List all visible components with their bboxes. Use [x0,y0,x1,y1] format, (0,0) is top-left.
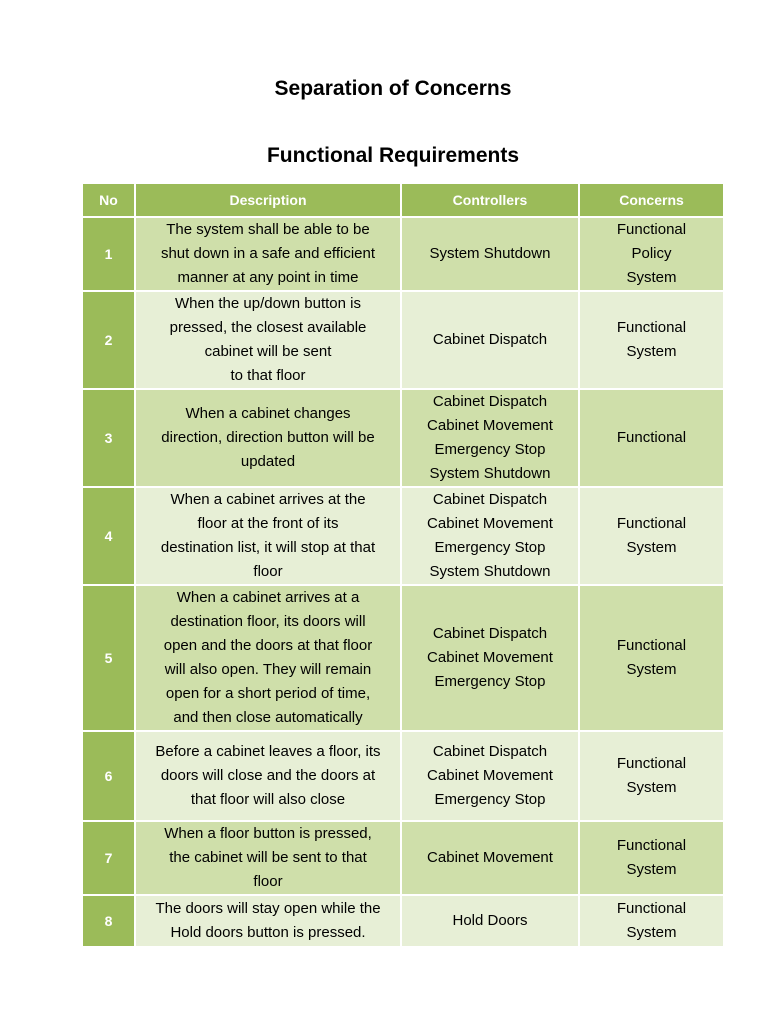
row-number: 7 [83,821,135,895]
table-row [83,487,723,585]
row-description-line: open for a short period of time, [165,685,371,702]
row-description-line: Before a cabinet leaves a floor, its [155,743,381,760]
row-description [135,731,401,821]
table-body [83,217,723,947]
row-concerns-line: Functional [616,515,687,532]
row-number: 3 [83,389,135,487]
row-concerns-line: Functional [616,429,687,446]
row-concerns-line: System [626,661,677,678]
row-description-line: that floor will also close [190,791,346,808]
row-description-line: will also open. They will remain [164,661,372,678]
row-controllers [401,487,579,585]
row-concerns-line: Functional [616,837,687,854]
table-row [83,821,723,895]
row-description-line: manner at any point in time [177,269,359,286]
row-concerns [579,585,723,731]
row-description [135,585,401,731]
row-controllers-line: Emergency Stop [434,791,546,808]
row-description-line: The doors will stay open while the [155,900,381,917]
row-description-line: floor [253,873,283,890]
row-description [135,217,401,291]
row-controllers-line: Cabinet Movement [427,417,553,434]
row-controllers [401,895,579,947]
row-concerns [579,821,723,895]
requirements-table [83,184,723,948]
table-row [83,291,723,389]
row-description-line: the cabinet will be sent to that [169,849,367,866]
row-number: 2 [83,291,135,389]
row-controllers-line: Emergency Stop [434,673,546,690]
table-header-row [83,184,723,217]
row-description-line: pressed, the closest available [169,319,367,336]
row-description-line: Hold doors button is pressed. [170,924,366,941]
row-controllers-line: Hold Doors [452,912,528,929]
row-concerns-line: System [626,269,677,286]
row-controllers [401,585,579,731]
row-concerns-line: Functional [616,637,687,654]
row-controllers-line: Emergency Stop [434,539,546,556]
row-concerns-line: Functional [616,755,687,772]
page-title: Separation of Concerns [274,77,512,100]
row-controllers-line: Emergency Stop [434,441,546,458]
table-row [83,217,723,291]
row-controllers-line: Cabinet Dispatch [432,491,548,508]
row-number: 4 [83,487,135,585]
row-number: 1 [83,217,135,291]
row-description-line: When a cabinet changes [185,405,351,422]
row-controllers-line: Cabinet Dispatch [432,393,548,410]
row-description-line: The system shall be able to be [166,221,370,238]
row-description [135,821,401,895]
row-concerns-line: System [626,924,677,941]
row-controllers-line: Cabinet Movement [427,849,553,866]
row-controllers [401,821,579,895]
row-description-line: When the up/down button is [175,295,361,312]
row-concerns [579,217,723,291]
row-controllers [401,731,579,821]
row-description [135,487,401,585]
row-concerns-line: Functional [616,221,687,238]
table-row [83,895,723,947]
row-concerns [579,487,723,585]
row-description-line: destination list, it will stop at that [160,539,376,556]
table-row [83,585,723,731]
row-concerns [579,389,723,487]
row-description-line: destination floor, its doors will [170,613,366,630]
row-controllers-line: Cabinet Dispatch [432,331,548,348]
row-description-line: When a floor button is pressed, [164,825,372,842]
table-row [83,389,723,487]
row-concerns [579,731,723,821]
row-description [135,389,401,487]
row-controllers [401,389,579,487]
row-description-line: direction, direction button will be [161,429,375,446]
row-controllers [401,217,579,291]
row-description-line: updated [240,453,296,470]
row-description-line: floor [253,563,283,580]
row-controllers-line: Cabinet Movement [427,649,553,666]
row-description-line: cabinet will be sent [204,343,332,360]
row-controllers-line: Cabinet Dispatch [432,743,548,760]
row-description [135,291,401,389]
header-concerns: Concerns [579,184,723,217]
header-no: No [83,184,135,217]
row-controllers-line: System Shutdown [429,245,551,262]
row-concerns-line: System [626,861,677,878]
section-title: Functional Requirements [266,144,520,167]
row-description-line: and then close automatically [173,709,363,726]
row-concerns-line: System [626,779,677,796]
row-controllers [401,291,579,389]
row-concerns-line: System [626,343,677,360]
row-description-line: When a cabinet arrives at the [170,491,366,508]
row-concerns-line: Policy [631,245,672,262]
row-concerns [579,895,723,947]
row-concerns [579,291,723,389]
row-number: 8 [83,895,135,947]
row-controllers-line: System Shutdown [429,465,551,482]
row-number: 6 [83,731,135,821]
row-description-line: doors will close and the doors at [160,767,376,784]
row-concerns-line: Functional [616,319,687,336]
row-description-line: open and the doors at that floor [163,637,373,654]
row-concerns-line: Functional [616,900,687,917]
row-description-line: floor at the front of its [197,515,339,532]
row-description-line: shut down in a safe and efficient [160,245,376,262]
row-concerns-line: System [626,539,677,556]
table-row [83,731,723,821]
row-controllers-line: Cabinet Movement [427,767,553,784]
row-description [135,895,401,947]
header-controllers: Controllers [401,184,579,217]
row-description-line: to that floor [230,367,306,384]
row-description-line: When a cabinet arrives at a [176,589,360,606]
row-controllers-line: Cabinet Dispatch [432,625,548,642]
row-controllers-line: Cabinet Movement [427,515,553,532]
row-number: 5 [83,585,135,731]
header-description: Description [135,184,401,217]
row-controllers-line: System Shutdown [429,563,551,580]
